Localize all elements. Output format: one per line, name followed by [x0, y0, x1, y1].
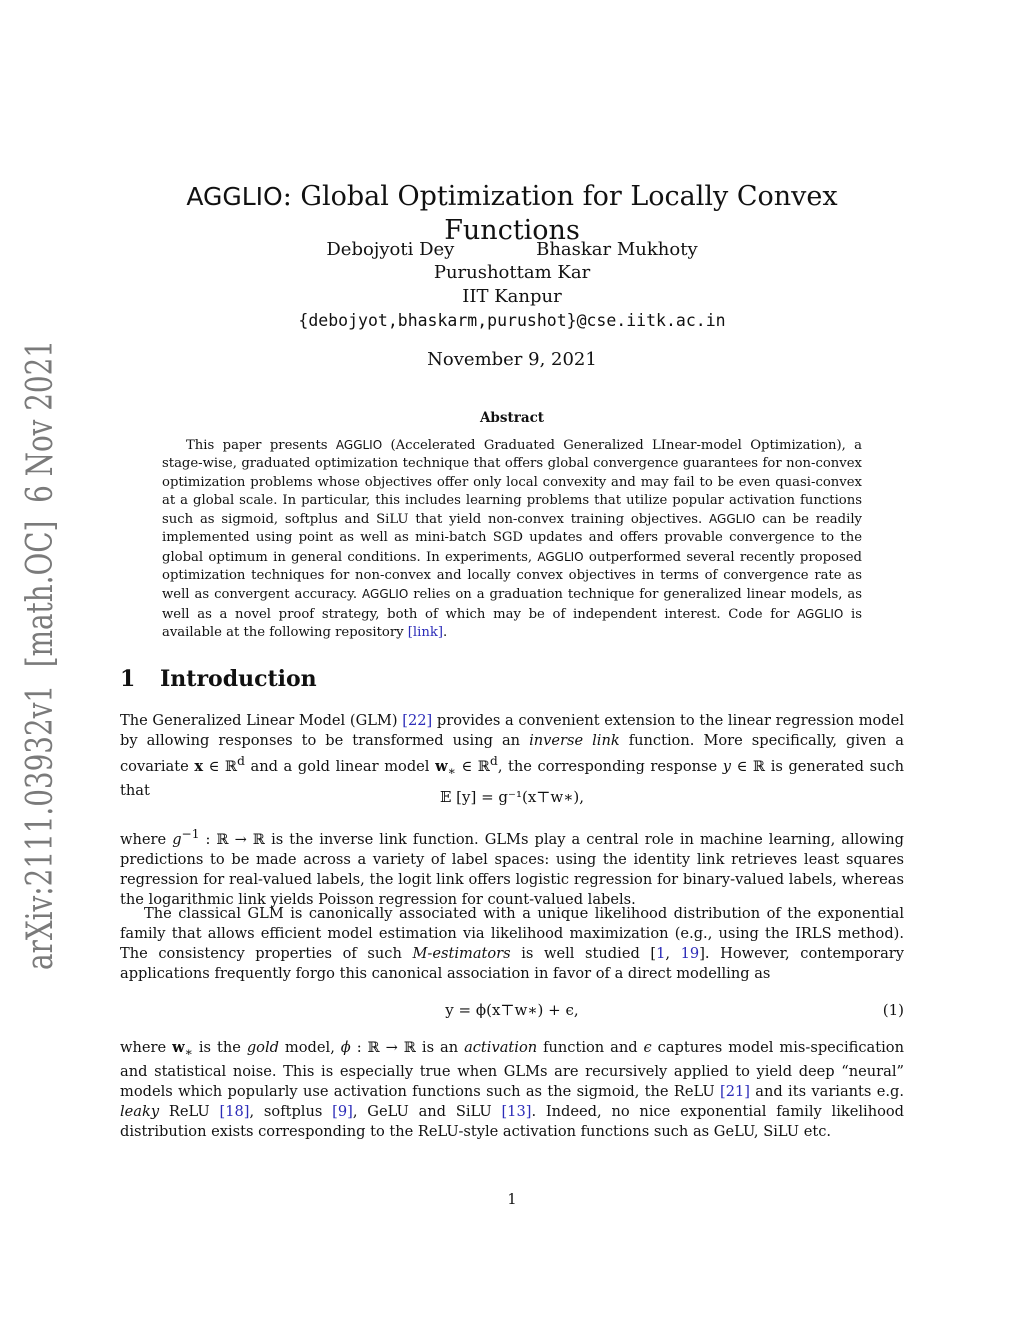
- equation-expectation: 𝔼 [y] = g⁻¹(x⊤w∗),: [439, 788, 585, 806]
- author-list: [120, 238, 904, 262]
- abstract-heading: Abstract: [479, 410, 545, 426]
- citation-link[interactable]: [9]: [332, 1102, 353, 1120]
- author-name: Bhaskar Mukhoty: [536, 239, 698, 260]
- intro-paragraph-4: where $w_∗$ is the gold model, ϕ : ℝ → ℝ is an activation function and ϵ captures model mis-specification and statistical noise. This is especially true when GLMs are recursively applied to yield deep “neural” models which popularly use activation functions such as the sigmoid, the ReLU [21] and its variants e.g. leaky ReLU [18], softplus [9], GeLU and SiLU [13]. Indeed, no nice exponential family likelihood distribution exists corresponding to the ReLU-style activation functions such as GeLU, SiLU etc.: [120, 1039, 905, 1140]
- citation-link[interactable]: [13]: [501, 1102, 532, 1120]
- arxiv-identifier-text: arXiv:2111.03932v1 [math.OC] 6 Nov 2021: [20, 330, 61, 970]
- author-name: Debojyoti Dey: [326, 239, 455, 260]
- title-text: : Global Optimization for Locally Convex Functions: [282, 181, 838, 246]
- title-method-name: AGGLIO: [186, 182, 283, 211]
- method-name: AGGLIO: [335, 438, 383, 452]
- page-number: 1: [507, 1192, 517, 1208]
- author-name: Purushottam Kar: [433, 262, 591, 283]
- affiliation: IIT Kanpur: [462, 286, 562, 307]
- arxiv-identifier-stamp: [14, 330, 64, 970]
- method-name: AGGLIO: [797, 606, 844, 621]
- email-addresses: {debojyot,bhaskarm,purushot}@cse.iitk.ac.in: [298, 311, 726, 330]
- method-name: AGGLIO: [537, 549, 584, 564]
- citation-link[interactable]: 19: [680, 945, 700, 962]
- equation-1: y = ϕ(x⊤w∗) + ϵ,: [445, 1001, 579, 1019]
- method-name: AGGLIO: [709, 512, 756, 527]
- paper-date: November 9, 2021: [427, 349, 597, 370]
- citation-link[interactable]: [18]: [219, 1102, 250, 1120]
- equation-number: (1): [882, 1001, 904, 1019]
- section-heading-introduction: [120, 666, 317, 692]
- citation-link[interactable]: [22]: [402, 712, 433, 729]
- section-title: Introduction: [160, 666, 317, 692]
- intro-paragraph-3: The classical GLM is canonically associated with a unique likelihood distribution of the exponential family that allows efficient model estimation via likelihood maximization (e.g., using the IRLS method). The consistency properties of such M-estimators is well studied [1, 19]. However, contemporary applications frequently forgo this canonical association in favor of a direct modelling as: [120, 905, 905, 982]
- abstract-text: This paper presents AGGLIO (Accelerated Graduated Generalized LInear-model Optimization), a stage-wise, graduated optimization technique that offers global convergence guarantees for non-convex optimization problems whose objectives offer only local convexity and may fail to be even quasi-convex at a global scale. In particular, this includes learning problems that utilize popular activation functions such as sigmoid, softplus and SiLU that yield non-convex training objectives. AGGLIO can be readily implemented using point as well as mini-batch SGD updates and offers provable convergence to the global optimum in general conditions. In experiments, AGGLIO outperformed several recently proposed optimization techniques for non-convex and locally convex objectives in terms of convergence rate as well as convergent accuracy. AGGLIO relies on a graduation technique for generalized linear models, as well as a novel proof strategy, both of which may be of independent interest. Code for AGGLIO is available at the following repository [link].: [162, 438, 862, 640]
- citation-link[interactable]: [21]: [720, 1082, 750, 1100]
- citation-link[interactable]: 1: [656, 945, 666, 962]
- method-name: AGGLIO: [362, 587, 409, 602]
- intro-paragraph-2: where $g^{-1}$ : ℝ → ℝ is the inverse link function. GLMs play a central role in machine learning, allowing predictions to be made across a variety of label spaces: using the identity link retrieves least squares regression for real-valued labels, the logit link offers logistic regression for binary-valued labels, whereas the logarithmic link yields Poisson regression for count-valued labels.: [120, 827, 904, 908]
- section-number: 1: [120, 666, 136, 692]
- intro-paragraph-1: The Generalized Linear Model (GLM) [22] provides a convenient extension to the linear regression model by allowing responses to be transformed using an inverse link function. More specifically, given a covariate x ∈ ℝ$^d$ and a gold linear model $w_∗$ ∈ ℝ$^d$, the corresponding response y ∈ ℝ is generated such that: [120, 712, 905, 799]
- repository-link[interactable]: [link]: [407, 624, 443, 640]
